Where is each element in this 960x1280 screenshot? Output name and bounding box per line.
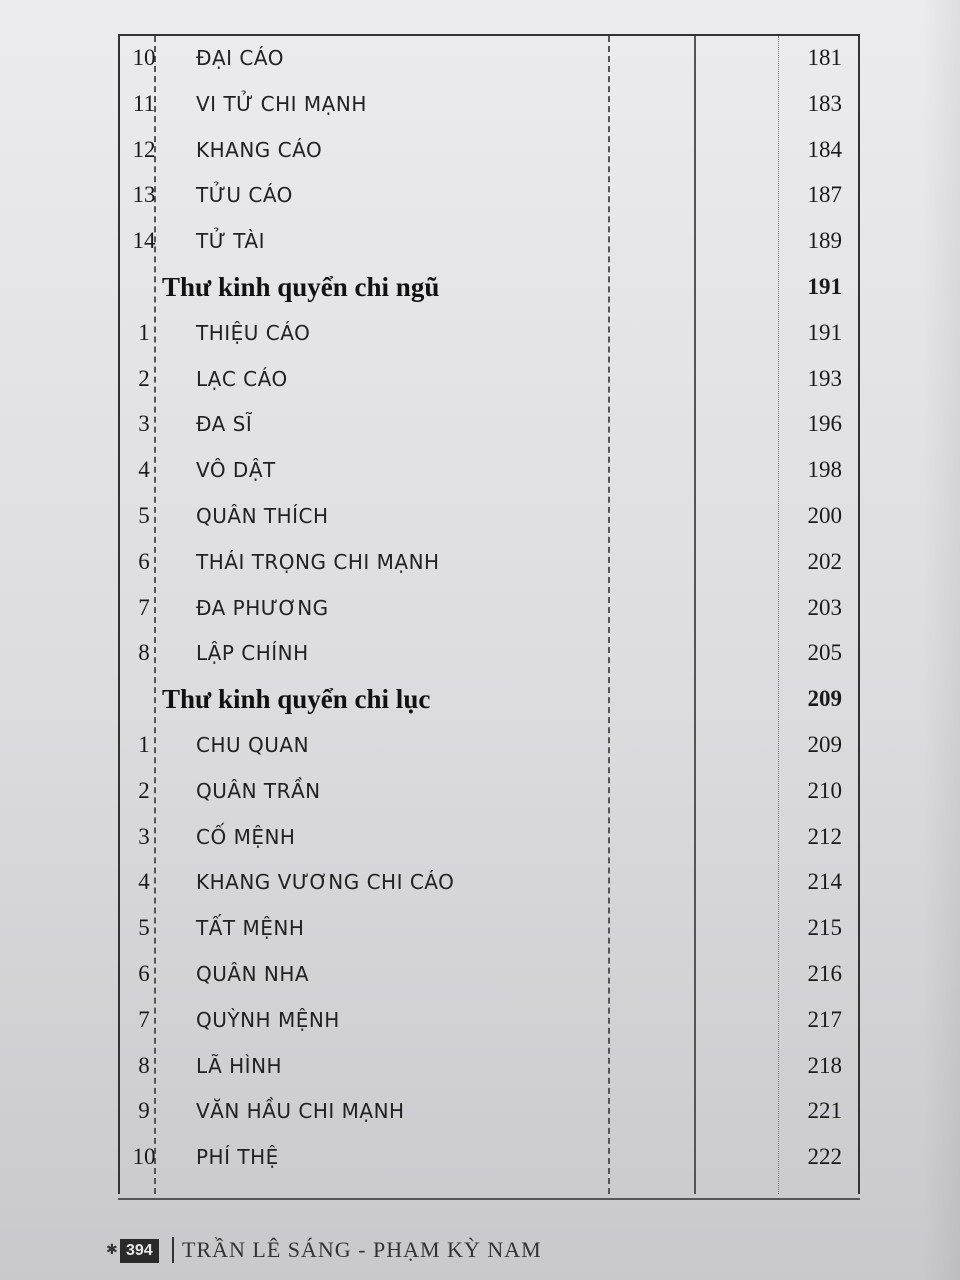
toc-entry-title: CỐ MỆNH: [196, 824, 296, 849]
toc-entry-number: 10: [132, 45, 156, 70]
toc-entry-title: VĂN HẦU CHI MẠNH: [196, 1099, 405, 1124]
toc-entry-title: LÃ HÌNH: [196, 1053, 283, 1078]
toc-entry-page: 221: [807, 1098, 842, 1124]
toc-entry-number: 6: [138, 548, 150, 574]
toc-entry: [120, 588, 858, 634]
footer-authors: TRẦN LÊ SÁNG - PHẠM KỲ NAM: [172, 1237, 542, 1263]
toc-entry-page: 209: [807, 732, 842, 757]
toc-entry-number: 2: [138, 365, 150, 391]
toc-entry-number: 3: [138, 411, 150, 437]
toc-entry: [120, 908, 858, 954]
toc-entry: [120, 221, 858, 267]
toc-entry-page: 212: [807, 823, 842, 849]
toc-entry-page: 203: [807, 594, 842, 620]
toc-entry-number: 7: [138, 1006, 150, 1032]
toc-entry-page: 222: [807, 1144, 842, 1170]
toc-entry: [120, 633, 858, 679]
toc-entry-page: 210: [807, 777, 842, 803]
toc-section-title: Thư kinh quyển chi ngũ: [162, 272, 440, 302]
toc-entry-page: 196: [807, 411, 842, 437]
toc-entry-title: ĐA PHƯƠNG: [196, 595, 329, 620]
toc-entry-page: 183: [807, 90, 842, 116]
toc-entry: [120, 404, 858, 450]
ornament-icon: ✱: [106, 1241, 118, 1257]
toc-entry-title: ĐẠI CÁO: [196, 46, 284, 70]
toc-entry-number: 1: [138, 319, 150, 345]
toc-entry-title: QUÂN NHA: [196, 962, 310, 986]
toc-entry-number: 7: [138, 594, 150, 620]
toc-entry-page: 191: [807, 319, 842, 345]
toc-entry-page: 191: [807, 274, 842, 299]
toc-entry-title: ĐA SĨ: [196, 412, 253, 437]
toc-entry-title: LẬP CHÍNH: [196, 641, 309, 666]
toc-entry-page: 193: [807, 365, 842, 391]
toc-entry-number: 5: [138, 503, 150, 528]
toc-entry: [120, 359, 858, 405]
toc-section-heading: [120, 679, 858, 725]
toc-entry-number: 13: [132, 182, 156, 208]
toc-entry: [120, 725, 858, 771]
toc-entry-page: 216: [807, 961, 842, 986]
toc-entry: [120, 450, 858, 496]
page-footer: [106, 1233, 542, 1271]
toc-entry: [120, 1091, 858, 1137]
toc-entry-page: 187: [807, 182, 842, 208]
toc-entry-title: THIỆU CÁO: [196, 320, 311, 345]
toc-entry: [120, 1046, 858, 1092]
toc-entry-title: QUỲNH MỆNH: [196, 1007, 340, 1032]
toc-entry: [120, 130, 858, 176]
toc-entry-page: 202: [807, 548, 842, 574]
toc-entry-number: 14: [132, 228, 156, 254]
toc-entry-number: 1: [138, 732, 150, 757]
toc-section-title: Thư kinh quyển chi lục: [162, 684, 431, 715]
toc-entry-page: 200: [807, 503, 842, 528]
toc-entry-title: VÔ DẬT: [196, 458, 276, 483]
toc-entry-number: 4: [138, 457, 150, 483]
table-of-contents: [118, 34, 860, 1194]
toc-entry-number: 4: [138, 869, 150, 895]
toc-entry-page: 214: [807, 869, 842, 895]
toc-entry-title: TỬ TÀI: [196, 229, 265, 254]
toc-section-heading: [120, 267, 858, 313]
toc-entry-number: 6: [138, 961, 150, 986]
toc-entry: [120, 313, 858, 359]
toc-entry-number: 9: [138, 1098, 150, 1124]
toc-entry-number: 2: [138, 777, 150, 803]
toc-entry-number: 12: [132, 136, 156, 162]
toc-entry-number: 8: [138, 1052, 150, 1078]
toc-entry-number: 10: [132, 1144, 156, 1170]
toc-entry-title: CHU QUAN: [196, 733, 310, 757]
toc-entry: [120, 1137, 858, 1183]
toc-entry: [120, 542, 858, 588]
toc-entry-title: VI TỬ CHI MẠNH: [196, 91, 367, 116]
toc-entry-page: 198: [807, 457, 842, 483]
toc-entry-page: 189: [807, 228, 842, 254]
toc-entry: [120, 175, 858, 221]
page-shadow-edge: [922, 0, 960, 1280]
toc-entry: [120, 862, 858, 908]
toc-entry-page: 205: [807, 640, 842, 666]
footer-page-number: 394: [120, 1239, 159, 1263]
toc-entry-number: 5: [138, 915, 150, 941]
toc-entry-number: 3: [138, 823, 150, 849]
toc-entry-page: 218: [807, 1052, 842, 1078]
toc-entry-page: 181: [807, 45, 842, 70]
toc-entry-title: LẠC CÁO: [196, 366, 288, 391]
toc-entry: [120, 817, 858, 863]
toc-entry: [120, 84, 858, 130]
toc-entry-title: QUÂN TRẦN: [196, 778, 321, 803]
toc-entry: [120, 954, 858, 1000]
toc-entry-page: 215: [807, 915, 842, 941]
toc-entry: [120, 1000, 858, 1046]
toc-entry-title: TỬU CÁO: [196, 183, 293, 208]
toc-entry-title: THÁI TRỌNG CHI MẠNH: [196, 549, 440, 574]
toc-entry-page: 217: [807, 1006, 842, 1032]
toc-entry-page: 209: [807, 686, 842, 712]
toc-entry-number: 11: [132, 90, 156, 116]
toc-entry: [120, 38, 858, 84]
toc-entry-page: 184: [807, 136, 842, 162]
toc-entry-title: QUÂN THÍCH: [196, 504, 329, 528]
toc-entry-title: KHANG CÁO: [196, 137, 323, 162]
toc-entry: [120, 496, 858, 542]
toc-entry: [120, 771, 858, 817]
toc-entry-title: TẤT MỆNH: [196, 916, 305, 941]
toc-entry-title: KHANG VƯƠNG CHI CÁO: [196, 870, 455, 895]
toc-entry-title: PHÍ THỆ: [196, 1145, 279, 1170]
toc-entry-number: 8: [138, 640, 150, 666]
